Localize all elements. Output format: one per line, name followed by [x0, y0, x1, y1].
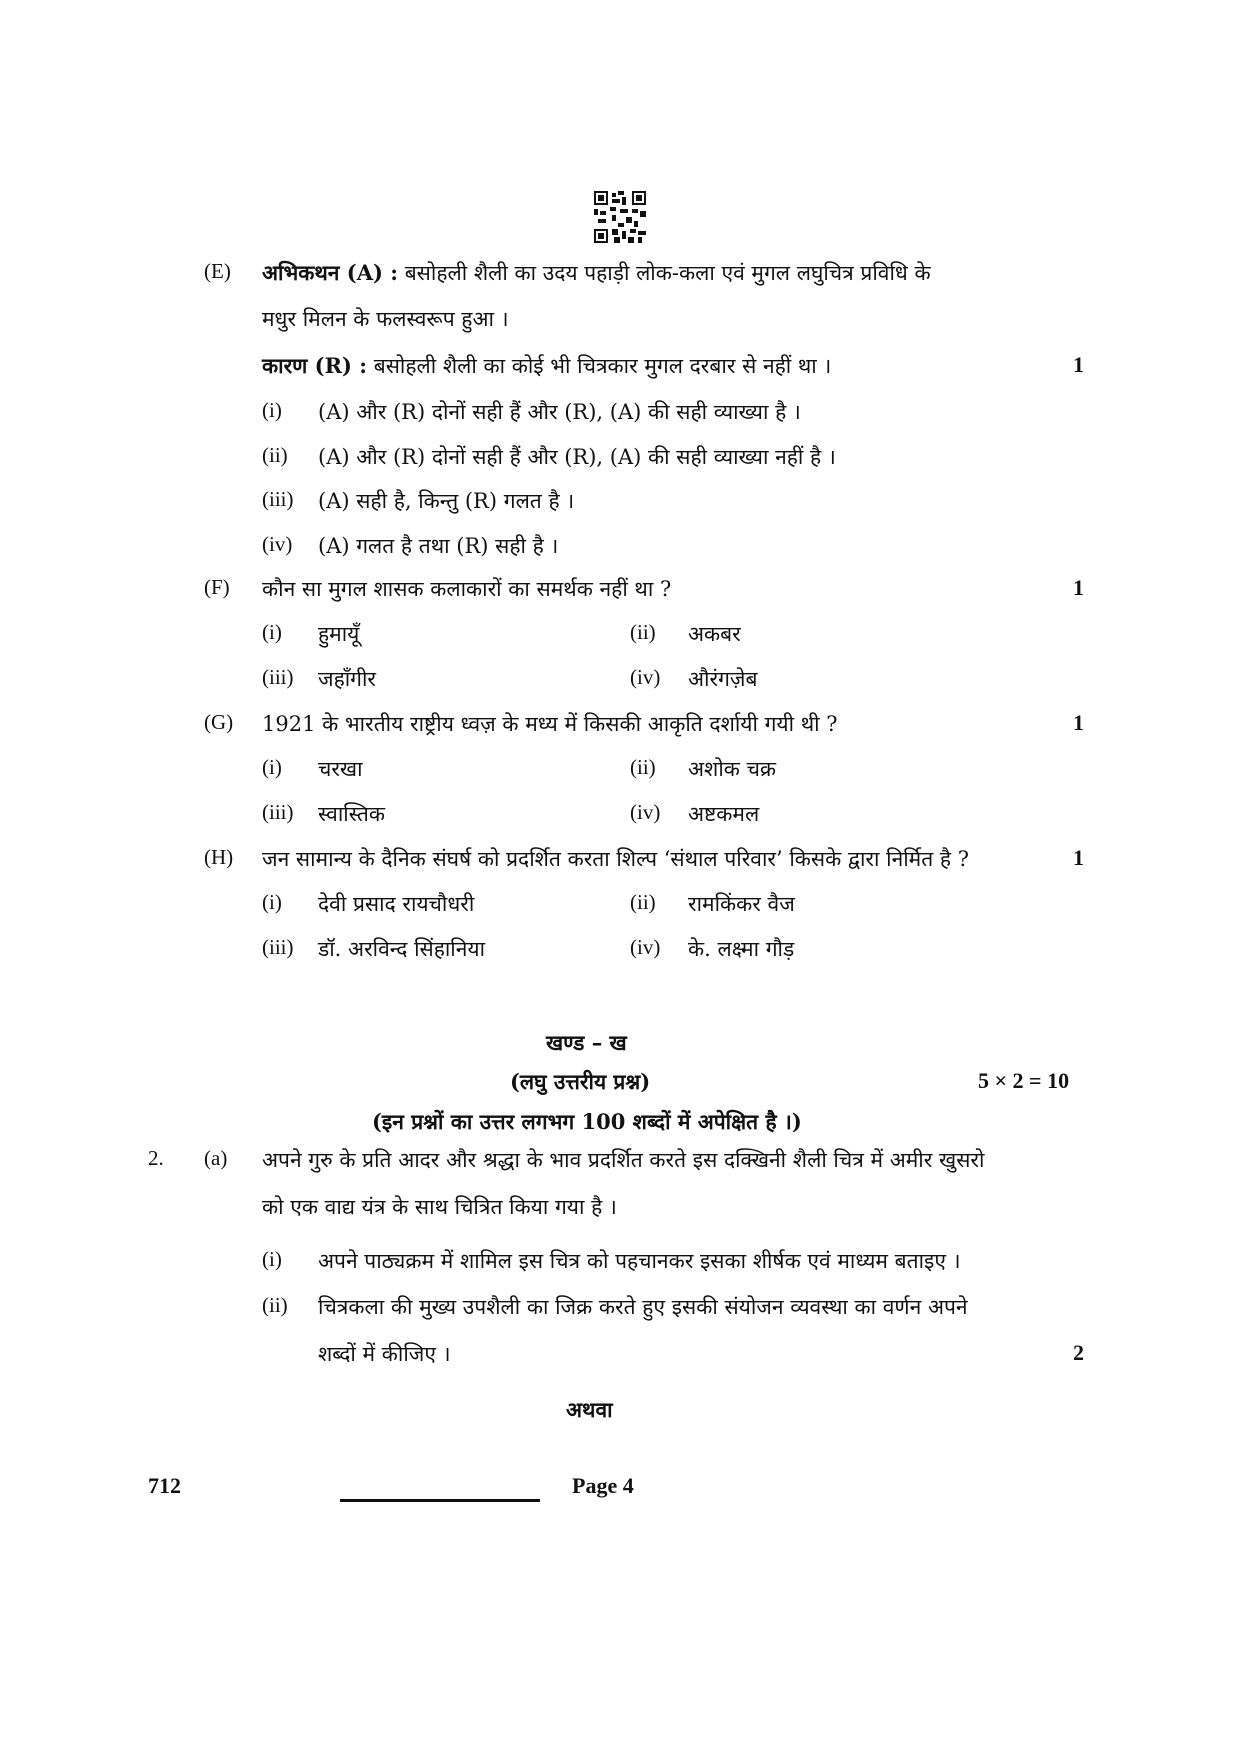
option-text: जहाँगीर: [318, 667, 377, 691]
option-num: (iii): [262, 487, 294, 511]
option-num: (iii): [262, 665, 294, 689]
option-num: (i): [262, 890, 282, 914]
option-text: रामकिंकर वैज: [688, 892, 795, 916]
question-label-e: (E): [204, 259, 231, 283]
option-num: (iii): [262, 935, 294, 959]
option-text: अष्टकमल: [688, 802, 760, 826]
option-text: (A) और (R) दोनों सही हैं और (R), (A) की सही व्याख्या नहीं है ।: [318, 445, 836, 469]
sub-question-text: चित्रकला की मुख्य उपशैली का जिक्र करते हुए इसकी संयोजन व्यवस्था का वर्णन अपने: [318, 1295, 968, 1319]
option-num: (iv): [630, 800, 661, 824]
sub-question-text: अपने पाठ्यक्रम में शामिल इस चित्र को पहचानकर इसका शीर्षक एवं माध्यम बताइए ।: [318, 1249, 961, 1273]
marks-e: 1: [1073, 352, 1084, 377]
question-2a-line-1: अपने गुरु के प्रति आदर और श्रद्धा के भाव प्रदर्शित करते इस दक्खिनी शैली चित्र में अमीर खुसरो: [262, 1148, 985, 1172]
option-text: औरंगज़ेब: [688, 667, 758, 691]
page-number: Page 4: [572, 1473, 634, 1498]
question-number: 2.: [148, 1146, 164, 1170]
question-text-g: 1921 के भारतीय राष्ट्रीय ध्वज़ के मध्य में किसकी आकृति दर्शायी गयी थी ?: [262, 712, 838, 736]
option-num: (iii): [262, 800, 294, 824]
question-text-f: कौन सा मुगल शासक कलाकारों का समर्थक नहीं था ?: [262, 577, 672, 601]
option-text: (A) सही है, किन्तु (R) गलत है ।: [318, 489, 575, 513]
option-num: (iv): [630, 935, 661, 959]
qr-code-icon: [594, 191, 646, 243]
assertion-text-1: बसोहली शैली का उदय पहाड़ी लोक-कला एवं मुगल लघुचित्र प्रविधि के: [404, 261, 931, 285]
option-text: (A) गलत है तथा (R) सही है ।: [318, 534, 559, 558]
option-text: अशोक चक्र: [688, 757, 777, 781]
option-num: (ii): [630, 755, 656, 779]
option-num: (i): [262, 620, 282, 644]
footer-rule: [340, 1499, 540, 1502]
question-2a-line-2: को एक वाद्य यंत्र के साथ चित्रित किया गया है ।: [262, 1195, 617, 1219]
paper-code: 712: [148, 1473, 181, 1498]
option-num: (iv): [630, 665, 661, 689]
option-num: (i): [262, 755, 282, 779]
option-num: (i): [262, 398, 282, 422]
or-divider: अथवा: [566, 1397, 613, 1422]
sub-question-num: (ii): [262, 1293, 288, 1317]
option-text: डॉ. अरविन्द सिंहानिया: [318, 937, 486, 961]
assertion-text-2: मधुर मिलन के फलस्वरूप हुआ ।: [262, 307, 509, 331]
marks-2: 2: [1073, 1340, 1084, 1365]
reason-text: बसोहली शैली का कोई भी चित्रकार मुगल दरबार से नहीं था ।: [373, 354, 832, 378]
option-text: देवी प्रसाद रायचौधरी: [318, 892, 475, 916]
sub-question-num: (i): [262, 1247, 282, 1271]
option-text: स्वास्तिक: [318, 802, 385, 826]
question-label-h: (H): [204, 845, 234, 869]
question-text-h: जन सामान्य के दैनिक संघर्ष को प्रदर्शित करता शिल्प ‘संथाल परिवार’ किसके द्वारा निर्मित है ?: [262, 847, 969, 871]
option-text: चरखा: [318, 757, 363, 781]
option-text: (A) और (R) दोनों सही हैं और (R), (A) की सही व्याख्या है ।: [318, 400, 801, 424]
option-num: (ii): [262, 443, 288, 467]
sub-question-text-2: शब्दों में कीजिए ।: [318, 1342, 451, 1366]
option-num: (iv): [262, 532, 293, 556]
section-instruction: (इन प्रश्नों का उत्तर लगभग 100 शब्दों में अपेक्षित है ।): [372, 1109, 802, 1134]
section-title: खण्ड – ख: [546, 1030, 627, 1055]
question-label-g: (G): [204, 710, 234, 734]
section-subtitle: (लघु उत्तरीय प्रश्न): [510, 1069, 651, 1094]
option-text: हुमायूँ: [318, 622, 360, 646]
question-label-f: (F): [204, 575, 230, 599]
marks-h: 1: [1073, 845, 1084, 870]
section-marks: 5 × 2 = 10: [978, 1068, 1070, 1093]
option-text: के. लक्ष्मा गौड़: [688, 937, 795, 961]
reason-label: कारण (R) :: [262, 353, 368, 378]
option-num: (ii): [630, 890, 656, 914]
marks-g: 1: [1073, 710, 1084, 735]
option-num: (ii): [630, 620, 656, 644]
marks-f: 1: [1073, 575, 1084, 600]
assertion-line-1: [262, 259, 931, 287]
question-part: (a): [204, 1146, 228, 1170]
assertion-label: अभिकथन (A) :: [262, 260, 398, 285]
reason-line: [262, 352, 831, 380]
option-text: अकबर: [688, 622, 741, 646]
